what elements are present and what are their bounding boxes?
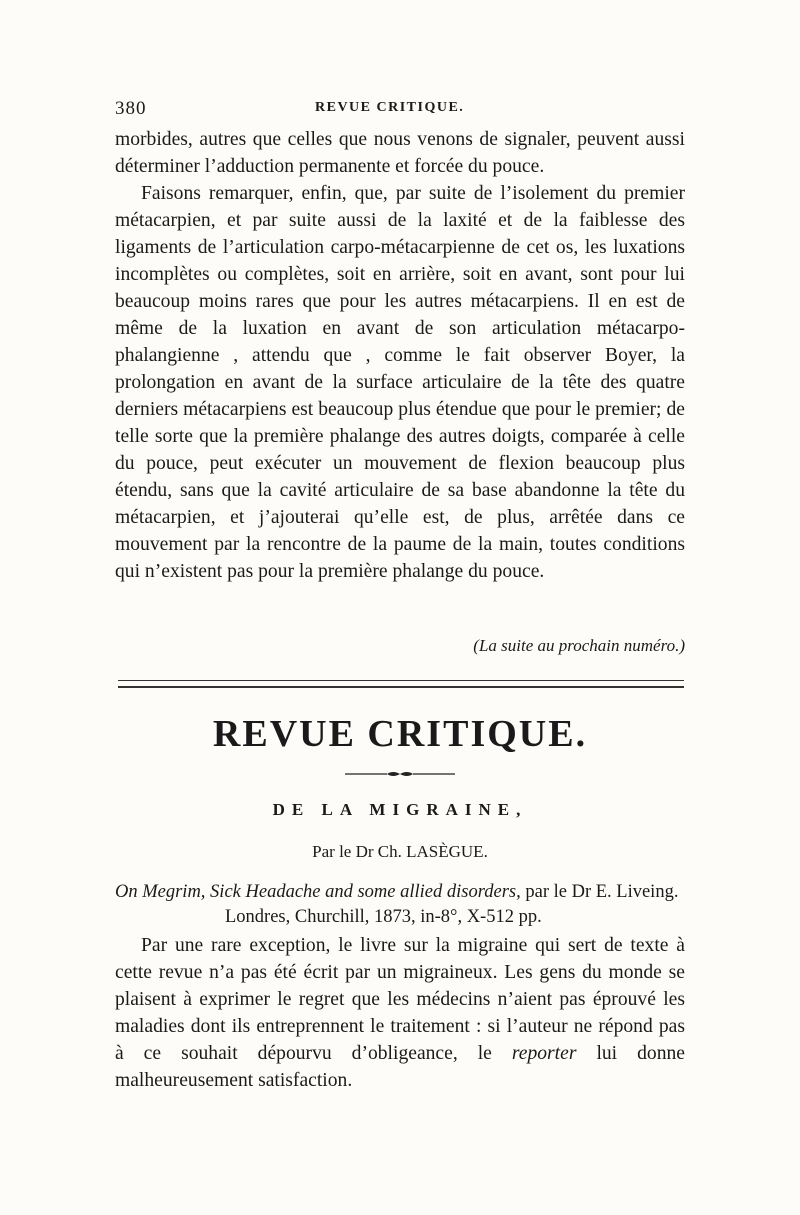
italic-word: reporter (511, 1043, 577, 1064)
article-title: DE LA MIGRAINE, (272, 800, 528, 819)
section-divider (118, 680, 684, 688)
continued-text (115, 126, 685, 585)
page-number: 380 (115, 98, 147, 119)
reference-details: Londres, Churchill, 1873, in-8°, X-512 pp. (225, 907, 542, 927)
ornament-rule (345, 770, 455, 778)
paragraph-text: Par une rare exception, le livre sur la migraine qui sert de texte à cette revue n’a pas été écrit par un migraineux. Les gens du monde se plaisent à exprimer le regret que les médecins n’aient pas éprouvé les maladies dont ils entreprennent le traitement : si l’auteur ne répond pas à ce souhait dépourvu d’obligeance, le (115, 935, 685, 1064)
article-text (115, 932, 685, 1094)
reference-author: par le Dr E. Liveing. (520, 882, 679, 902)
continuation-note: (La suite au prochain numéro.) (473, 636, 685, 655)
reference-title: On Megrim, Sick Headache and some allied disorders, (115, 882, 521, 902)
article-byline: Par le Dr Ch. LASÈGUE. (312, 842, 488, 861)
running-title: REVUE CRITIQUE. (315, 100, 465, 115)
paragraph: morbides, autres que celles que nous venons de signaler, peuvent aussi déterminer l’adduction permanente et forcée du pouce. (115, 129, 685, 177)
paragraph (115, 932, 685, 1094)
section-title: REVUE CRITIQUE. (212, 713, 588, 755)
paragraph-text: lui donne malheureusement satisfaction. (115, 1043, 685, 1091)
book-reference (115, 880, 685, 930)
page-header (115, 94, 685, 122)
paragraph: Faisons remarquer, enfin, que, par suite de l’isolement du premier métacarpien, et par suite aussi de la laxité et de la faiblesse des ligaments de l’articulation carpo-métacarpienne de cet os, les luxations incomplètes ou complètes, soit en arrière, soit en avant, sont pour lui beaucoup moins rares que pour les autres métacarpiens. Il en est de même de la luxation en avant de son articulation métacarpo-phalangienne , attendu que , comme le fait observer Boyer, la prolongation en avant de la surface articulaire de la tête des quatre derniers métacarpiens est beaucoup plus étendue que pour le premier; de telle sorte que la première phalange des autres doigts, comparée à celle du pouce, peut exécuter un mouvement de flexion beaucoup plus étendu, sans que la cavité articulaire de sa base abandonne la tête du métacarpien, et j’ajouterai qu’elle est, de plus, arrêtée dans ce mouvement par la rencontre de la paume de la main, toutes conditions qui n’existent pas pour la première phalange du pouce. (115, 183, 685, 582)
